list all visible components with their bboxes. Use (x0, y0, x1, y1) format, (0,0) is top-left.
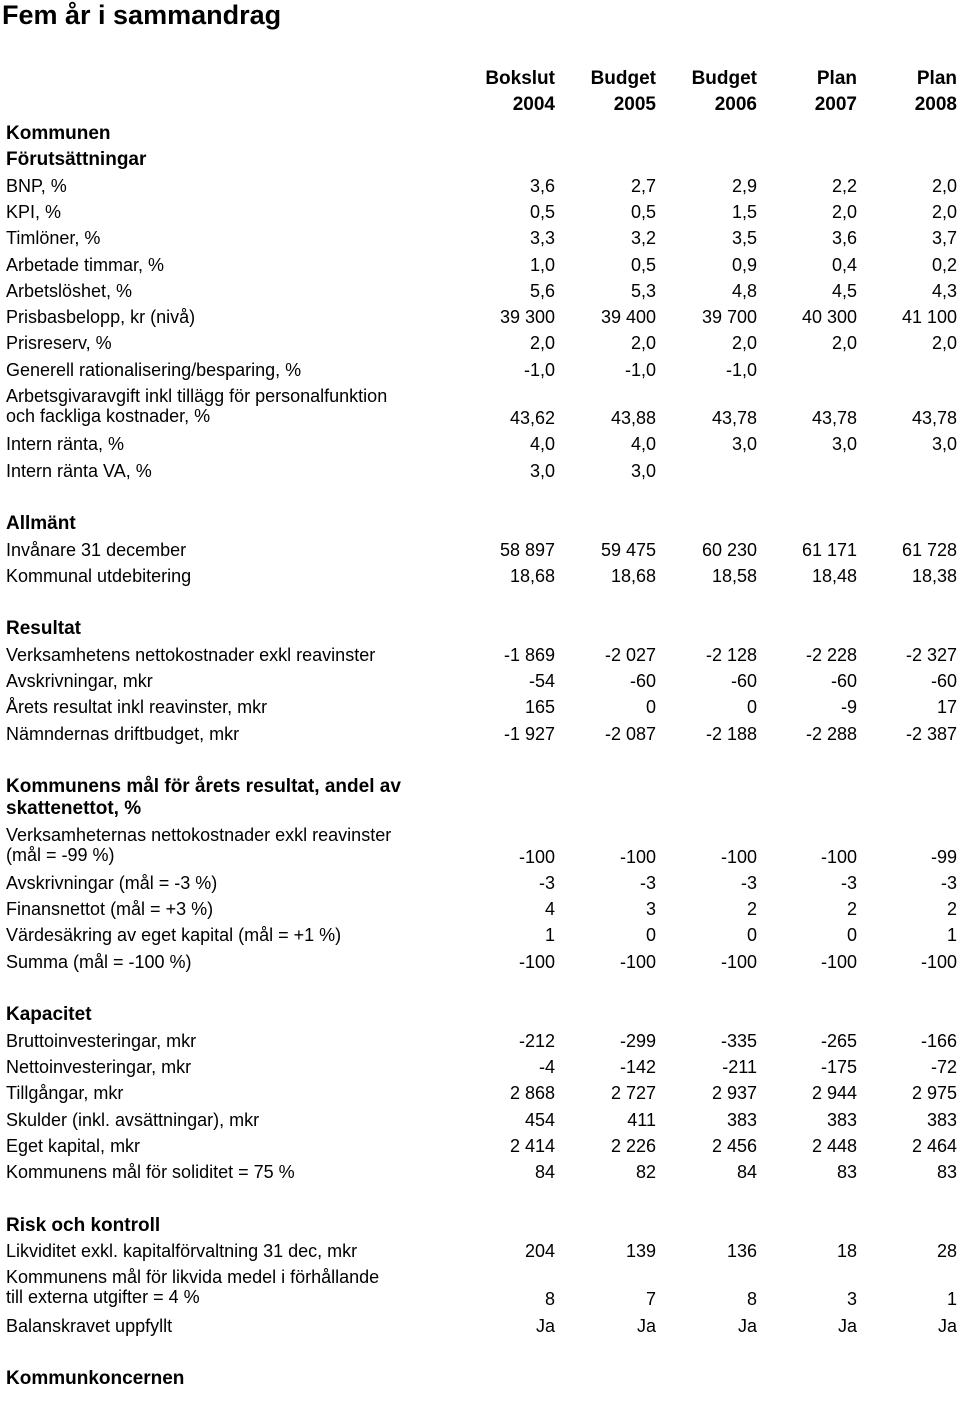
column-header (591, 66, 656, 118)
value-cell: -2 188 (705, 723, 757, 744)
table-row (0, 1136, 960, 1162)
value-cell: Ja (837, 1315, 857, 1336)
value-cell: 2 414 (509, 1135, 555, 1156)
value-cell: 0 (746, 925, 757, 946)
section-heading: Resultat (6, 618, 81, 640)
value-cell: 28 (936, 1241, 957, 1261)
row-label: Avskrivningar, mkr (6, 671, 153, 691)
value-cell: 43,62 (509, 408, 555, 428)
value-cell: -3 (740, 872, 757, 893)
value-cell: 383 (826, 1109, 857, 1130)
row-label: Skulder (inkl. avsättningar), mkr (6, 1109, 260, 1130)
value-cell: -100 (920, 951, 957, 972)
row-label: Prisreserv, % (6, 333, 112, 354)
value-cell: -60 (830, 671, 857, 691)
value-cell: 2 226 (610, 1135, 656, 1156)
value-cell: 39 300 (499, 307, 555, 328)
value-cell: -100 (820, 951, 857, 972)
column-header (915, 66, 957, 118)
value-cell: -2 087 (604, 723, 656, 744)
value-cell: 2,0 (731, 333, 757, 354)
value-cell: 3,7 (931, 228, 957, 249)
column-header-line1: Bokslut (485, 68, 555, 89)
table-row (0, 1316, 960, 1342)
section-heading: Kommunens mål för årets resultat, andel av (6, 776, 401, 798)
value-cell: 2,0 (630, 333, 656, 354)
table-row (0, 434, 960, 460)
row-label: Generell rationalisering/besparing, % (6, 359, 302, 380)
value-cell: 84 (736, 1162, 757, 1183)
value-cell: 2,0 (931, 175, 957, 196)
value-cell: -335 (720, 1030, 757, 1051)
column-header (692, 66, 757, 118)
table-row (0, 925, 960, 951)
value-cell: -60 (730, 671, 757, 691)
column-header-year: 2008 (914, 94, 957, 115)
table-row (0, 540, 960, 566)
value-cell: 1 (946, 925, 957, 946)
value-cell: 18,68 (509, 565, 555, 586)
value-cell: 59 475 (600, 539, 656, 560)
page-title: Fem år i sammandrag (2, 0, 282, 30)
column-header-year: 2005 (613, 94, 656, 115)
column-header-year: 2006 (714, 94, 757, 115)
value-cell: -1 927 (503, 723, 555, 744)
column-header-line1: Budget (590, 68, 656, 89)
row-label: KPI, % (6, 201, 62, 222)
value-cell: 5,6 (529, 280, 555, 301)
table-row (0, 1057, 960, 1083)
value-cell: -60 (629, 671, 656, 691)
value-cell: 1 (544, 925, 555, 946)
column-header-year: 2007 (814, 94, 857, 115)
table-row (0, 176, 960, 202)
value-cell: 3 (846, 1289, 857, 1310)
value-cell: 3,0 (931, 434, 957, 455)
value-cell: -299 (619, 1030, 656, 1051)
value-cell: 0,5 (630, 201, 656, 222)
section-heading: skattenettot, % (6, 798, 142, 820)
value-cell: 61 171 (801, 539, 857, 560)
value-cell: -3 (639, 872, 656, 893)
value-cell: 18,48 (811, 565, 857, 586)
value-cell: 8 (544, 1289, 555, 1310)
value-cell: 0 (846, 925, 857, 946)
value-cell: 43,78 (911, 408, 957, 428)
row-label-line: Verksamheternas nettokostnader exkl reavinster (6, 824, 392, 845)
value-cell: -3 (538, 872, 555, 893)
value-cell: -1,0 (725, 359, 757, 380)
value-cell: 1 (946, 1289, 957, 1310)
column-header (815, 66, 857, 118)
value-cell: 165 (524, 697, 555, 718)
value-cell: 2,0 (831, 201, 857, 222)
section-heading: Förutsättningar (6, 149, 147, 171)
row-label-line: Arbetsgivaravgift inkl tillägg för personalfunktion (6, 386, 388, 406)
section-heading: Kommunen (6, 123, 111, 144)
row-label: Årets resultat inkl reavinster, mkr (6, 697, 268, 718)
table-row (0, 724, 960, 750)
table-row (0, 360, 960, 386)
value-cell: 139 (625, 1241, 656, 1261)
section-heading: Risk och kontroll (6, 1214, 161, 1236)
value-cell: -2 128 (705, 644, 757, 665)
table-row (0, 1110, 960, 1136)
value-cell: 0,9 (731, 254, 757, 275)
value-cell: 1,0 (529, 254, 555, 275)
table-row (0, 202, 960, 228)
value-cell: 2 975 (911, 1083, 957, 1104)
value-cell: 82 (635, 1162, 656, 1183)
table-row (0, 1031, 960, 1057)
row-label: Timlöner, % (6, 228, 101, 249)
value-cell: 0 (746, 697, 757, 718)
value-cell: 2,9 (731, 175, 757, 196)
table-row (0, 228, 960, 254)
row-label-line: och fackliga kostnader, % (6, 406, 211, 426)
value-cell: Ja (535, 1315, 555, 1336)
table-row (0, 1241, 960, 1267)
value-cell: -142 (619, 1056, 656, 1077)
value-cell: -2 027 (604, 644, 656, 665)
value-cell: -2 327 (905, 644, 957, 665)
value-cell: 43,78 (811, 408, 857, 428)
value-cell: 3,0 (731, 434, 757, 455)
value-cell: 61 728 (901, 539, 957, 560)
row-label: Finansnettot (mål = +3 %) (6, 899, 214, 920)
value-cell: 2,2 (831, 175, 857, 196)
table-row (0, 1267, 960, 1313)
value-cell: 2 (946, 899, 957, 920)
value-cell: 39 400 (600, 307, 656, 328)
value-cell: 3,6 (529, 175, 555, 196)
value-cell: 4,8 (731, 280, 757, 301)
table-row (0, 825, 960, 871)
value-cell: 40 300 (801, 307, 857, 328)
value-cell: 4,5 (831, 280, 857, 301)
row-label (6, 825, 391, 865)
value-cell: -54 (528, 671, 555, 691)
table-row (0, 333, 960, 359)
table-row (0, 899, 960, 925)
value-cell: 84 (534, 1162, 555, 1183)
value-cell: 2,0 (529, 333, 555, 354)
value-cell: 18,58 (711, 565, 757, 586)
table-row (0, 307, 960, 333)
value-cell: 3,0 (529, 460, 555, 481)
value-cell: Ja (737, 1315, 757, 1336)
value-cell: 4,0 (630, 434, 656, 455)
value-cell: 43,78 (711, 408, 757, 428)
value-cell: 3,6 (831, 228, 857, 249)
value-cell: 58 897 (499, 539, 555, 560)
value-cell: 41 100 (901, 307, 957, 328)
row-label (6, 1267, 379, 1307)
row-label: Summa (mål = -100 %) (6, 951, 192, 972)
value-cell: -175 (820, 1056, 857, 1077)
value-cell: 2 727 (610, 1083, 656, 1104)
column-header (485, 66, 555, 118)
value-cell: 39 700 (701, 307, 757, 328)
value-cell: 2 448 (811, 1135, 857, 1156)
value-cell: 2 (746, 899, 757, 920)
value-cell: 0 (645, 925, 656, 946)
row-label: Invånare 31 december (6, 539, 187, 560)
value-cell: -100 (619, 951, 656, 972)
value-cell: 43,88 (610, 408, 656, 428)
table-row (0, 255, 960, 281)
table-row (0, 566, 960, 592)
row-label: Arbetslöshet, % (6, 280, 133, 301)
table-row (0, 952, 960, 978)
table-row (0, 645, 960, 671)
table-row (0, 281, 960, 307)
value-cell: -3 (940, 872, 957, 893)
value-cell: -4 (538, 1056, 555, 1077)
value-cell: 7 (645, 1289, 656, 1310)
section-heading: Allmänt (6, 513, 76, 535)
value-cell: 8 (746, 1289, 757, 1310)
row-label: Kommunens mål för soliditet = 75 % (6, 1162, 295, 1183)
row-label: Prisbasbelopp, kr (nivå) (6, 307, 196, 328)
value-cell: 204 (524, 1241, 555, 1261)
row-label: Nettoinvesteringar, mkr (6, 1056, 192, 1077)
row-label-line: Kommunens mål för likvida medel i förhållande (6, 1267, 380, 1288)
row-label: Värdesäkring av eget kapital (mål = +1 %) (6, 925, 342, 946)
value-cell: 2 464 (911, 1135, 957, 1156)
row-label: Kommunal utdebitering (6, 565, 192, 586)
value-cell: 2,0 (931, 333, 957, 354)
value-cell: 1,5 (731, 201, 757, 222)
row-label: Intern ränta VA, % (6, 460, 152, 481)
value-cell: 3,0 (831, 434, 857, 455)
value-cell: 2,7 (630, 175, 656, 196)
value-cell: Ja (636, 1315, 656, 1336)
value-cell: 0,5 (630, 254, 656, 275)
value-cell: -2 387 (905, 723, 957, 744)
column-header-line1: Budget (691, 68, 757, 89)
row-label: Intern ränta, % (6, 434, 125, 455)
value-cell: -2 288 (805, 723, 857, 744)
row-label: Verksamhetens nettokostnader exkl reavinster (6, 644, 376, 665)
row-label: Arbetade timmar, % (6, 254, 165, 275)
section-heading: Kommunkoncernen (6, 1368, 185, 1390)
value-cell: -1 869 (503, 644, 555, 665)
table-row (0, 1162, 960, 1188)
value-cell: -9 (840, 697, 857, 718)
value-cell: 4,3 (931, 280, 957, 301)
value-cell: 3,5 (731, 228, 757, 249)
value-cell: 0,5 (529, 201, 555, 222)
value-cell: -100 (720, 951, 757, 972)
value-cell: -60 (930, 671, 957, 691)
table-row (0, 873, 960, 899)
value-cell: 0,2 (931, 254, 957, 275)
table-row (0, 1083, 960, 1109)
table-row (0, 671, 960, 697)
value-cell: 0 (645, 697, 656, 718)
value-cell: -1,0 (624, 359, 656, 380)
value-cell: 0,4 (831, 254, 857, 275)
value-cell: 454 (524, 1109, 555, 1130)
value-cell: -166 (920, 1030, 957, 1051)
value-cell: 4,0 (529, 434, 555, 455)
value-cell: 2 (846, 899, 857, 920)
row-label: Avskrivningar (mål = -3 %) (6, 872, 218, 893)
value-cell: -1,0 (523, 359, 555, 380)
column-header-line1: Plan (816, 68, 857, 89)
table-row (0, 386, 960, 432)
table-row (0, 461, 960, 487)
value-cell: 17 (936, 697, 957, 718)
value-cell: 411 (627, 1109, 656, 1130)
value-cell: 383 (726, 1109, 757, 1130)
value-cell: 3,2 (630, 228, 656, 249)
value-cell: 18,68 (610, 565, 656, 586)
value-cell: -100 (820, 846, 857, 867)
value-cell: 2,0 (931, 201, 957, 222)
value-cell: 3,0 (630, 460, 656, 481)
row-label: BNP, % (6, 175, 67, 196)
row-label (6, 386, 387, 426)
value-cell: 383 (926, 1109, 957, 1130)
column-header-line1: Plan (916, 68, 957, 89)
value-cell: -99 (930, 846, 957, 867)
value-cell: 83 (836, 1162, 857, 1183)
row-label: Likviditet exkl. kapitalförvaltning 31 dec, mkr (6, 1241, 358, 1261)
value-cell: -100 (518, 951, 555, 972)
value-cell: 83 (936, 1162, 957, 1183)
value-cell: -100 (720, 846, 757, 867)
row-label-line: till externa utgifter = 4 % (6, 1287, 200, 1308)
row-label: Tillgångar, mkr (6, 1083, 124, 1104)
value-cell: 136 (726, 1241, 757, 1261)
value-cell: -100 (518, 846, 555, 867)
column-header-year: 2004 (512, 94, 555, 115)
row-label-line: (mål = -99 %) (6, 844, 115, 865)
row-label: Bruttoinvesteringar, mkr (6, 1030, 197, 1051)
value-cell: 3,3 (529, 228, 555, 249)
row-label: Nämndernas driftbudget, mkr (6, 723, 240, 744)
value-cell: -3 (840, 872, 857, 893)
value-cell: -100 (619, 846, 656, 867)
value-cell: -2 228 (805, 644, 857, 665)
section-heading: Kapacitet (6, 1004, 92, 1026)
row-label: Eget kapital, mkr (6, 1135, 141, 1156)
value-cell: 4 (544, 899, 555, 920)
value-cell: 2 868 (509, 1083, 555, 1104)
value-cell: Ja (937, 1315, 957, 1336)
value-cell: 60 230 (701, 539, 757, 560)
value-cell: -72 (930, 1056, 957, 1077)
value-cell: 2,0 (831, 333, 857, 354)
value-cell: -265 (820, 1030, 857, 1051)
value-cell: -212 (518, 1030, 555, 1051)
table-row (0, 697, 960, 723)
value-cell: 3 (645, 899, 656, 920)
value-cell: 18,38 (911, 565, 957, 586)
value-cell: 2 456 (711, 1135, 757, 1156)
value-cell: 18 (836, 1241, 857, 1261)
value-cell: 5,3 (630, 280, 656, 301)
row-label: Balanskravet uppfyllt (6, 1315, 173, 1336)
value-cell: 2 937 (711, 1083, 757, 1104)
value-cell: -211 (722, 1056, 757, 1077)
value-cell: 2 944 (811, 1083, 857, 1104)
